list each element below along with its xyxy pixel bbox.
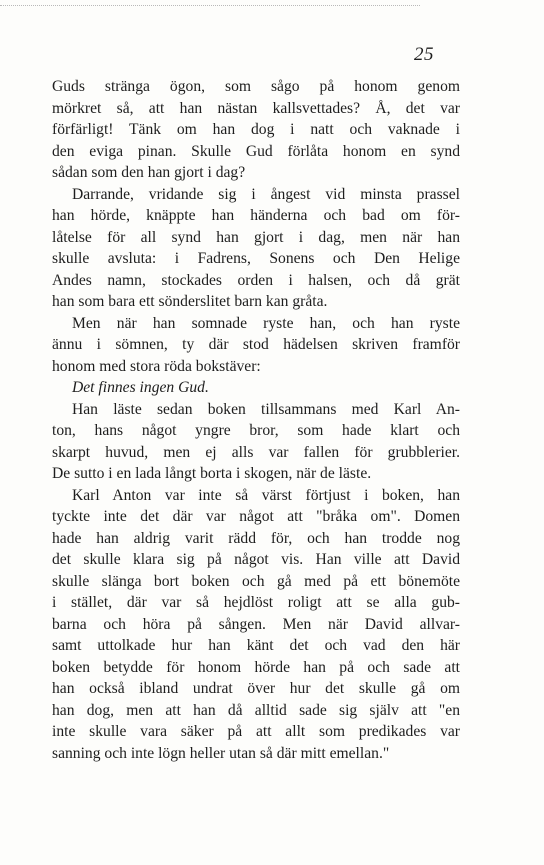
text-line: han dog, men att han då alltid sade sig själv att "en	[52, 701, 460, 719]
text-line: han också ibland undrat över hur det skulle gå om	[52, 680, 460, 697]
body-text	[52, 76, 460, 764]
text-line: den eviga pinan. Skulle Gud förlåta honom en synd	[52, 142, 460, 160]
text-line: förfärligt! Tänk om han dog i natt och vaknade i	[52, 121, 460, 138]
text-line: ton, hans något yngre bror, som hade klart och	[52, 422, 460, 439]
text-line: hade han aldrig varit rädd för, och han trodde nog	[52, 529, 460, 547]
text-line: det skulle klara sig på något vis. Han ville att David	[52, 551, 460, 568]
text-line: Det finnes ingen Gud.	[72, 379, 209, 396]
text-line: Darrande, vridande sig i ångest vid minsta prassel	[72, 185, 460, 203]
text-line: skarpt huvud, men ej alls var fallen för grubblerier.	[52, 443, 460, 461]
text-line: han som bara ett sönderslitet barn kan gråta.	[52, 293, 328, 310]
text-line: Guds stränga ögon, som sågo på honom genom	[52, 78, 460, 95]
text-line: Andes namn, stockades orden i halsen, och då grät	[52, 271, 460, 289]
text-line: mörkret så, att han nästan kallsvettades? Å, det var	[52, 99, 460, 117]
text-line: inte skulle vara säker på att allt som predikades var	[52, 723, 460, 740]
text-line: sådan som den han gjort i dag?	[52, 164, 246, 181]
text-line: honom med stora röda bokstäver:	[52, 357, 261, 375]
text-line: barna och höra på sången. Men när David allvar-	[52, 615, 460, 633]
text-line: ännu i sömnen, ty där stod hädelsen skriven framför	[52, 336, 460, 353]
text-line: skulle slänga bort boken och gå med på ett bönemöte	[52, 572, 460, 590]
text-line: Karl Anton var inte så värst förtjust i boken, han	[72, 486, 460, 504]
text-line: samt uttolkade hur han känt det och vad den här	[52, 637, 460, 654]
text-line: De sutto i en lada långt borta i skogen, när de läste.	[52, 465, 372, 482]
text-line: boken betydde för honom hörde han på och sade att	[52, 658, 460, 676]
text-line: tyckte inte det där var något att "bråka om". Domen	[52, 508, 460, 525]
text-line: han hörde, knäppte han händerna och bad om för-	[52, 207, 460, 224]
text-line: låtelse för all synd han gjort i dag, men när han	[52, 228, 460, 246]
text-line: sanning och inte lögn heller utan så där mitt emellan."	[52, 744, 390, 762]
page-top-rule	[0, 5, 420, 6]
text-line: Han läste sedan boken tillsammans med Karl An-	[72, 400, 460, 418]
text-line: skulle avsluta: i Fadrens, Sonens och Den Helige	[52, 250, 460, 267]
page-number: 25	[414, 44, 434, 65]
text-line: Men när han somnade ryste han, och han ryste	[72, 314, 460, 332]
text-line: i stället, där var så hejdlöst roligt att se alla gub-	[52, 594, 460, 611]
